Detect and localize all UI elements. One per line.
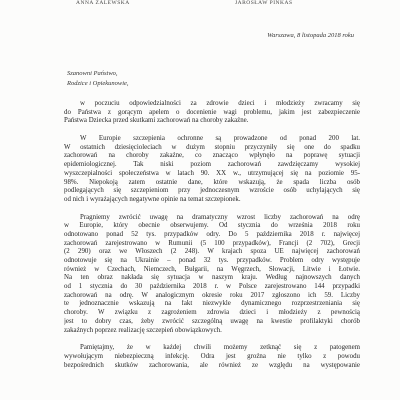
greeting-line-1: Szanowni Państwo, — [67, 70, 118, 77]
paragraph-line: odnotowano ponad 52 tys. przypadków odry. Do 5 października 2018 r. najwięcej — [64, 230, 360, 238]
paragraph-line: Na ten obraz nakłada się sytuacja w naszym kraju. Według najnowszych danych — [64, 274, 360, 282]
paragraph-line: wywołującym niebezpieczną infekcję. Odra jest groźna nie tylko z powodu — [64, 352, 360, 360]
paragraph-line: w Europie, który obecnie obserwujemy. Od stycznia do września 2018 roku — [64, 222, 360, 230]
paragraph-line: choroby. W związku z zagrożeniem zdrowia dzieci i młodzieży z pewnością — [64, 309, 360, 317]
paragraph-1 — [64, 100, 360, 126]
paragraph-line: również w Czechach, Niemczech, Bułgarii, na Węgrzech, Słowacji, Litwie i Łotwie. — [64, 265, 360, 273]
paragraph-line: od 1 stycznia do 30 października 2018 r. w Polsce zarejestrowano 144 przypadki — [64, 283, 360, 291]
paragraph-line: do Państwa z gorącym apelem o docenienie wagi problemu, jakim jest zabezpieczenie — [64, 108, 360, 116]
paragraph-line: te jednoznacznie wskazują na fakt niezwykle dynamicznego rozprzestrzeniania się — [64, 300, 360, 308]
paragraph-line: (2 290) oraz we Włoszech (2 248). W krajach spoza UE najwięcej zachorowań — [64, 248, 360, 256]
paragraph-4 — [64, 344, 360, 370]
paragraph-line: zakaźnych poprzez realizację szczepień obowiązkowych. — [64, 326, 222, 334]
paragraph-line: odnotowuje się na Ukrainie – ponad 32 tys. przypadków. Problem odry występuje — [64, 257, 360, 264]
paragraph-line: Pragniemy zwrócić uwagę na dramatyczny wzrost liczby zachorowań na odrę — [80, 213, 360, 221]
signatory-left: ANNA ZALEWSKA — [76, 0, 130, 6]
paragraph-line: 98%. Niepokoją zatem ostatnie dane, które wskazują, że spada liczba osób — [64, 178, 360, 186]
paragraph-line: W ostatnich dziesięcioleciach w dużym stopniu przyczyniły się one do spadku — [64, 143, 360, 151]
signatory-right: JAROSŁAW PINKAS — [235, 0, 293, 6]
paragraph-line: jest to dobry czas, żeby zwrócić szczególną uwagę na kwestie profilaktyki chorób — [64, 317, 360, 325]
paragraph-line: w poczuciu odpowiedzialności za zdrowie dzieci i młodzieży zwracamy się — [80, 100, 360, 107]
paragraph-line: Państwa Dziecka przed skutkami zachorowań na choroby zakaźne. — [64, 117, 249, 125]
paragraph-3 — [64, 214, 360, 336]
paragraph-line: zachorowań zarejestrowano w Rumunii (5 100 przypadków), Francji (2 702), Grecji — [64, 239, 360, 247]
paragraph-line: zachorowań na odrę. W analogicznym okresie roku 2017 zgłoszono ich 59. Liczby — [64, 291, 360, 299]
paragraph-line: podlegających się szczepieniom przy jednoczesnym wzroście osób uchylających się — [64, 187, 360, 195]
paragraph-line: bezpośrednich skutków zachorowania, ale również ze względu na występowanie — [64, 361, 360, 369]
date-line: Warszawa, 8 listopada 2018 roku — [267, 32, 354, 39]
greeting — [67, 69, 129, 89]
paragraph-line: W Europie szczepienia ochronne są prowadzone od ponad 200 lat. — [80, 135, 360, 143]
letter-body — [64, 100, 360, 379]
paragraph-line: zachorowań na choroby zakaźne, co znacząco wpłynęło na poprawę sytuacji — [64, 152, 360, 160]
paragraph-line: wyszczepialności społeczeństwa w latach 90. XX w., utrzymującej się na poziomie 95- — [64, 169, 360, 177]
paragraph-line: od nich i wyrażających negatywne opinie na temat szczepionek. — [64, 195, 241, 203]
greeting-line-2: Rodzice i Opiekunowie, — [67, 80, 129, 87]
paragraph-2 — [64, 135, 360, 205]
paragraph-line: epidemiologicznej. Tak niski poziom zachorowań zawdzięczamy wysokiej — [64, 161, 360, 169]
paragraph-line: Pamiętajmy, że w każdej chwili możemy zetknąć się z patogenem — [80, 344, 360, 352]
